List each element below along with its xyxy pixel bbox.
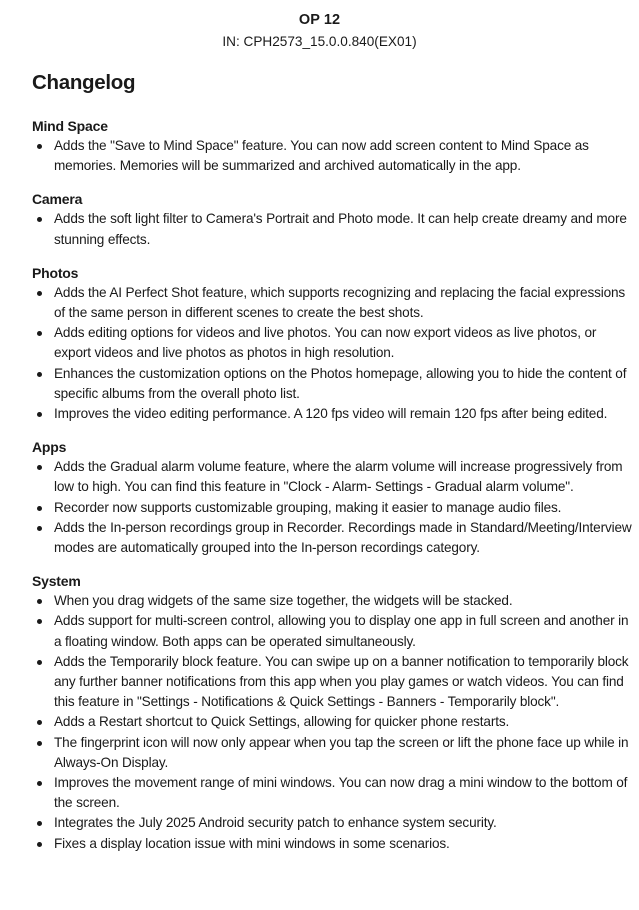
- change-item: [32, 712, 632, 732]
- change-item-text: Adds support for multi-screen control, allowing you to display one app in full screen and another in a floating window. Both apps can be operated simultaneously.: [54, 613, 629, 649]
- change-item: [32, 457, 632, 497]
- change-item-text: Adds the Temporarily block feature. You can swipe up on a banner notification to temporarily block any further banner notifications from this app when you play games or watch videos. You can find this feature in "Settings - Notifications & Quick Settings - Banners - Temporarily block".: [54, 653, 629, 710]
- change-item-text: Integrates the July 2025 Android security patch to enhance system security.: [54, 815, 497, 831]
- changelog-sections: [32, 118, 632, 869]
- change-list: [32, 283, 632, 424]
- build-number: IN: CPH2573_15.0.0.840(EX01): [222, 34, 417, 49]
- changelog-section: [32, 439, 632, 558]
- bullet-icon: [37, 465, 42, 470]
- change-item-text: Recorder now supports customizable grouping, making it easier to manage audio files.: [54, 499, 562, 515]
- change-item: [32, 591, 632, 611]
- device-title: OP 12: [298, 12, 341, 28]
- bullet-icon: [37, 619, 42, 624]
- change-item-text: Enhances the customization options on the Photos homepage, allowing you to hide the content of specific albums from the overall photo list.: [54, 365, 627, 401]
- change-item: [32, 323, 632, 363]
- header: [0, 0, 639, 51]
- bullet-icon: [37, 720, 42, 725]
- bullet-icon: [37, 144, 42, 149]
- change-item: [32, 283, 632, 323]
- change-item: [32, 813, 632, 833]
- section-title: Photos: [32, 264, 79, 281]
- change-item: [32, 834, 632, 854]
- change-item: [32, 498, 632, 518]
- change-list: [32, 209, 632, 249]
- change-list: [32, 457, 632, 558]
- bullet-icon: [37, 842, 42, 847]
- change-item-text: Adds the soft light filter to Camera's Portrait and Photo mode. It can help create dreamy and more stunning effects.: [54, 211, 627, 247]
- bullet-icon: [37, 372, 42, 377]
- change-item: [32, 209, 632, 249]
- change-item: [32, 518, 632, 558]
- change-item-text: Fixes a display location issue with mini windows in some scenarios.: [54, 835, 450, 851]
- change-item-text: Adds a Restart shortcut to Quick Settings, allowing for quicker phone restarts.: [54, 714, 510, 730]
- changelog-section: [32, 118, 632, 176]
- bullet-icon: [37, 660, 42, 665]
- change-item: [32, 652, 632, 713]
- bullet-icon: [37, 331, 42, 336]
- change-item: [32, 733, 632, 773]
- change-item: [32, 136, 632, 176]
- change-item: [32, 364, 632, 404]
- changelog-section: [32, 191, 632, 249]
- changelog-section: [32, 573, 632, 854]
- changelog-section: [32, 265, 632, 424]
- bullet-icon: [37, 821, 42, 826]
- bullet-icon: [37, 217, 42, 222]
- bullet-icon: [37, 291, 42, 296]
- change-item-text: Adds the AI Perfect Shot feature, which supports recognizing and replacing the facial expressions of the same person in different scenes to create the best shots.: [54, 284, 626, 321]
- change-item-text: Adds the In-person recordings group in Recorder. Recordings made in Standard/Meeting/Interview modes are automatically grouped into the In-person recordings category.: [54, 519, 632, 556]
- change-item: [32, 611, 632, 651]
- change-list: [32, 136, 632, 176]
- bullet-icon: [37, 412, 42, 417]
- bullet-icon: [37, 506, 42, 511]
- change-item-text: Adds the "Save to Mind Space" feature. You can now add screen content to Mind Space as memories. Memories will be summarized and archived automatically in the app.: [54, 138, 589, 174]
- change-list: [32, 591, 632, 854]
- page-title: Changelog: [32, 71, 136, 94]
- section-title: Mind Space: [32, 118, 108, 134]
- section-title: Camera: [32, 191, 83, 208]
- bullet-icon: [37, 741, 42, 746]
- change-item: [32, 773, 632, 813]
- bullet-icon: [37, 781, 42, 786]
- bullet-icon: [37, 526, 42, 531]
- change-item: [32, 404, 632, 424]
- change-item-text: Improves the video editing performance. A 120 fps video will remain 120 fps after being edited.: [54, 406, 608, 422]
- change-item-text: When you drag widgets of the same size together, the widgets will be stacked.: [54, 593, 513, 609]
- change-item-text: Improves the movement range of mini windows. You can now drag a mini window to the bottom of the screen.: [54, 775, 628, 811]
- change-item-text: Adds editing options for videos and live photos. You can now export videos as live photos, or export videos and live photos as photos in high resolution.: [54, 325, 597, 361]
- section-title: System: [32, 573, 81, 590]
- section-title: Apps: [32, 439, 67, 456]
- change-item-text: Adds the Gradual alarm volume feature, where the alarm volume will increase progressively from low to high. You can find this feature in "Clock - Alarm- Settings - Gradual alarm volume".: [54, 459, 623, 495]
- change-item-text: The fingerprint icon will now only appear when you tap the screen or lift the phone face up while in Always-On Display.: [54, 734, 629, 770]
- bullet-icon: [37, 599, 42, 604]
